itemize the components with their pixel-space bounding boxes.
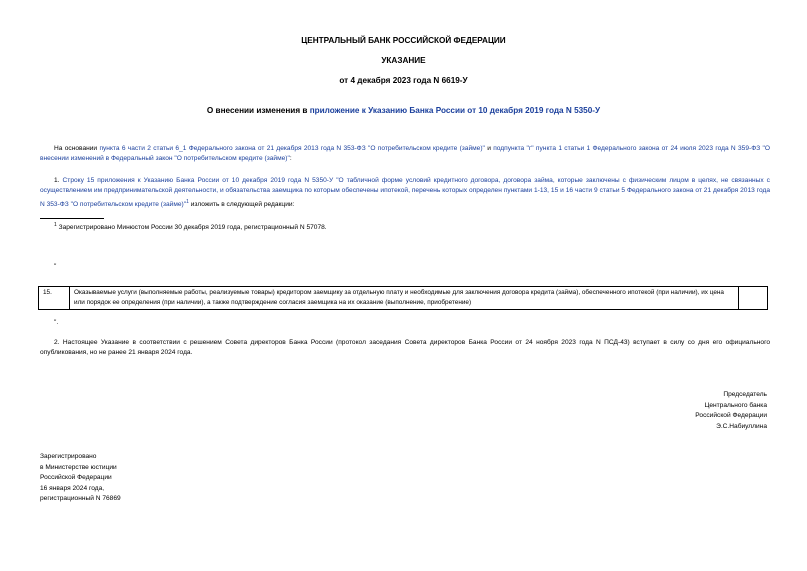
preamble-text-3: : [289, 155, 292, 163]
registration-line-1: Зарегистрировано [40, 453, 97, 460]
footnote-text: Зарегистрировано Минюстом России 30 декабря 2019 года, регистрационный N 57078. [56, 224, 327, 232]
preamble-paragraph [40, 144, 770, 165]
footnote-mark: 1 [54, 222, 57, 228]
preamble-link-1[interactable]: пункта 6 части 2 статьи 6_1 Федерального закона от 21 декабря 2013 года N 353-ФЗ "О потребительском кредите (займе)" [99, 145, 485, 152]
signature-line-3: Российской Федерации [695, 412, 767, 419]
footnote-divider [40, 218, 104, 219]
row-empty-cell [739, 287, 768, 310]
preamble-link-2[interactable]: подпункта "г" пункта 1 статьи 1 Федерального закона от 24 июля 2023 года N 359-ФЗ "О внесении изменений в Федеральный закон "О потребительском кредите (займе)" [40, 145, 770, 163]
footnote-ref[interactable]: 1 [186, 198, 189, 205]
registration-block [40, 452, 240, 505]
issuer-heading: ЦЕНТРАЛЬНЫЙ БАНК РОССИЙСКОЙ ФЕДЕРАЦИИ [301, 36, 506, 45]
row-number-cell: 15. [39, 287, 70, 310]
document-date-number: от 4 декабря 2023 года N 6619-У [339, 76, 468, 85]
footnote [54, 220, 754, 233]
document-type: УКАЗАНИЕ [381, 56, 426, 65]
title-prefix: О внесении изменения в [206, 106, 310, 115]
signature-block [567, 390, 767, 432]
signature-line-1: Председатель [723, 391, 767, 398]
document-title [0, 106, 807, 115]
registration-line-3: Российской Федерации [40, 474, 112, 481]
item-1-link-row[interactable]: Строку 15 [62, 177, 95, 184]
item-2-paragraph: 2. Настоящее Указание в соответствии с решением Совета директоров Банка России (протокол заседания Совета директоров Банка России от 24 ноября 2023 года N ПСД-43) вступает в силу со дня его официального опубликования, но не ранее 21 января 2024 года. [40, 339, 770, 357]
item-1-link-appendix[interactable]: приложения к Указанию Банка России от 10 декабря 2019 года N 5350-У "О табличной форме условий кредитного договора, договора займа, которые заключены с физическим лицом в целях, не связанных с осуществлением им предпринимательской деятельности, и обязательства заемщика по которым обеспечены ипотекой, перечень которых определен пунктами 1-13, 15 и 16 части 9 статьи 5 Федерального закона от 21 декабря 2013 года N 353-ФЗ "О потребительском кредите (займе)" [40, 177, 770, 208]
row-description-cell: Оказываемые услуги (выполняемые работы, реализуемые товары) кредитором заемщику за отдельную плату и необходимые для заключения договора кредита (займа), обеспеченного ипотекой (при наличии), их цена или порядок ее определения (при наличии), а также подтверждение согласия заемщика на их оказание (выполнение, приобретение) [70, 287, 739, 310]
amendment-table [38, 286, 768, 310]
item-1-paragraph [40, 176, 770, 210]
quote-open: " [54, 263, 57, 270]
item-1-text-end: изложить в следующей редакции: [188, 200, 295, 208]
title-link[interactable]: приложение к Указанию Банка России от 10 декабря 2019 года N 5350-У [309, 106, 601, 115]
item-1-number: 1. [54, 177, 63, 184]
table-row [39, 287, 768, 310]
quote-close: ". [54, 319, 59, 326]
registration-date: 16 января 2024 года, [40, 484, 105, 492]
signature-name: Э.С.Набиуллина [716, 422, 767, 430]
signature-line-2: Центрального банка [704, 401, 767, 409]
preamble-text-1: На основании [54, 145, 100, 152]
preamble-text-2: и [484, 145, 494, 152]
registration-number: регистрационный N 76869 [40, 495, 121, 502]
registration-line-2: в Министерстве юстиции [40, 463, 117, 471]
